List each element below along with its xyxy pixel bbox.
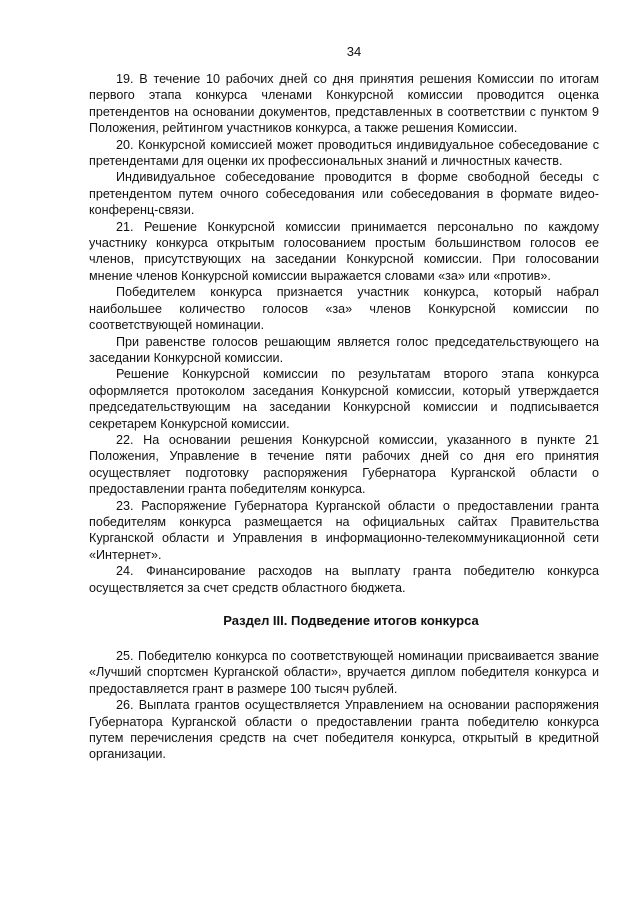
paragraph-22: 22. На основании решения Конкурсной комиссии, указанного в пункте 21 Положения, Управление в течение пяти рабочих дней со дня его принятия осуществляет подготовку распоряжения Губернатора Курганской области о предоставлении гранта победителям конкурса.: [89, 432, 599, 497]
paragraph-winner-definition: Победителем конкурса признается участник конкурса, который набрал наибольшее количество голосов «за» членов Конкурсной комиссии по соответствующей номинации.: [89, 285, 599, 333]
section-title: Раздел III. Подведение итогов конкурса: [223, 613, 479, 628]
document-page: [89, 44, 599, 763]
paragraph-26: 26. Выплата грантов осуществляется Управлением на основании распоряжения Губернатора Курганской области о предоставлении гранта победителю конкурса путем перечисления средств на счет победителя конкурса, открытый в кредитной организации.: [89, 698, 599, 762]
paragraph-21: 21. Решение Конкурсной комиссии принимается персонально по каждому участнику конкурса открытым голосованием простым большинством голосов ее членов, присутствующих на заседании Конкурсной комиссии. При голосовании мнение членов Конкурсной комиссии выражается словами «за» или «против».: [89, 219, 599, 283]
page-number: 34: [346, 44, 362, 59]
paragraph-20: 20. Конкурсной комиссией может проводиться индивидуальное собеседование с претендентами для оценки их профессиональных знаний и личностных качеств.: [89, 137, 599, 169]
paragraph-interview-form: Индивидуальное собеседование проводится в форме свободной беседы с претендентом путем очного собеседования или собеседования в формате видео-конференц-связи.: [89, 170, 599, 218]
paragraph-25: 25. Победителю конкурса по соответствующей номинации присваивается звание «Лучший спортсмен Курганской области», вручается диплом победителя конкурса и предоставляется грант в размере 100 тысяч рублей.: [89, 649, 599, 696]
paragraph-23: 23. Распоряжение Губернатора Курганской области о предоставлении гранта победителям конкурса размещается на официальных сайтах Правительства Курганской области и Управления в информационно-телекоммуникационной сети «Интернет».: [89, 498, 599, 562]
paragraph-19: 19. В течение 10 рабочих дней со дня принятия решения Комиссии по итогам первого этапа конкурса членами Конкурсной комиссии проводится оценка претендентов на основании документов, представленных в соответствии с пунктом 9 Положения, рейтингом участников конкурса, а также решения Комиссии.: [89, 72, 599, 136]
paragraph-tie-vote: При равенстве голосов решающим является голос председательствующего на заседании Конкурсной комиссии.: [89, 334, 599, 365]
paragraph-protocol: Решение Конкурсной комиссии по результатам второго этапа конкурса оформляется протоколом заседания Конкурсной комиссии, который утверждается председательствующим на заседании Конкурсной комиссии и подписывается секретарем Конкурсной комиссии.: [89, 367, 599, 431]
paragraph-24: 24. Финансирование расходов на выплату гранта победителю конкурса осуществляется за счет средств областного бюджета.: [89, 564, 599, 595]
